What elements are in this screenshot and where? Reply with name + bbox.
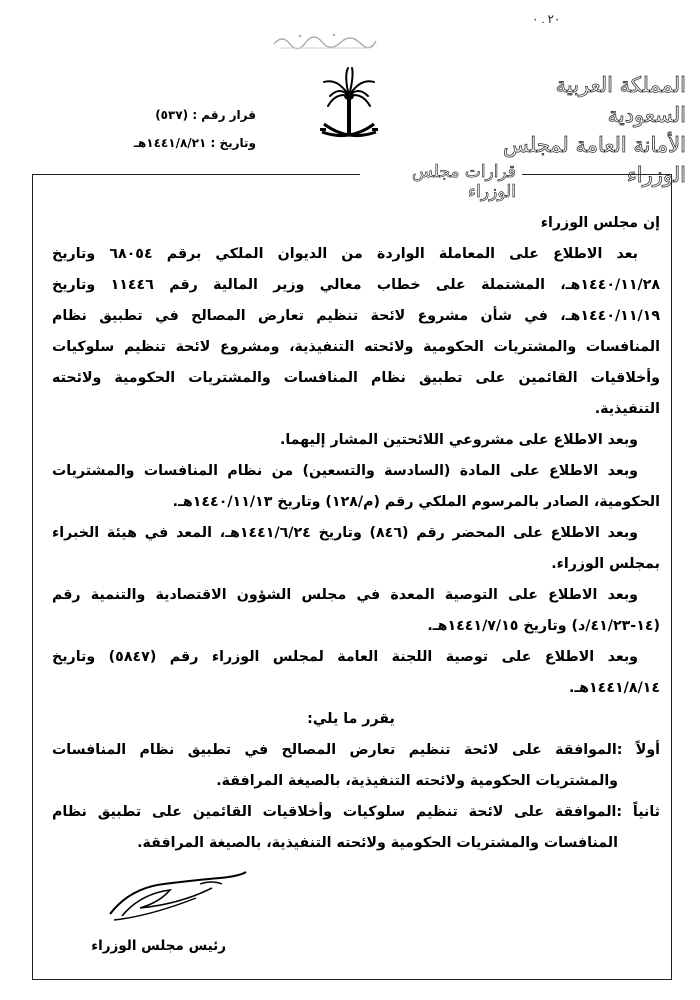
decision-body	[52, 208, 660, 859]
general-secretariat-name: الأمانة العامة لمجلس الوزراء	[502, 133, 686, 187]
page-top-mark: ٢٠ . ٠	[532, 12, 561, 26]
paragraph-3: وبعد الاطلاع على المادة (السادسة والتسعين) من نظام المنافسات والمشتريات الحكومية، الصادر بالمرسوم الملكي رقم (م/١٢٨) وتاريخ ١٤٤٠/١١/١٣هـ.	[52, 463, 660, 510]
council-decisions-label: قرارات مجلس الوزراء	[360, 162, 522, 202]
decision-date: وتاريخ : ١٤٤١/٨/٢١هـ	[133, 136, 256, 150]
issuer-letterhead	[476, 70, 686, 187]
paragraph-5: وبعد الاطلاع على التوصية المعدة في مجلس الشؤون الاقتصادية والتنمية رقم (١٤-٤١/٢٣/د) وتاريخ ١٤٤١/٧/١٥هـ.	[52, 587, 660, 634]
decision-item-1: أولاً :الموافقة على لائحة تنظيم تعارض المصالح في تطبيق نظام المنافسات والمشتريات الحكومية ولائحته التنفيذية، بالصيغة المرافقة.	[52, 742, 660, 789]
saudi-emblem-icon	[318, 66, 380, 150]
signer-title: رئيس مجلس الوزراء	[91, 938, 226, 954]
paragraph-1: بعد الاطلاع على المعاملة الواردة من الديوان الملكي برقم ٦٨٠٥٤ وتاريخ ١٤٤٠/١١/٢٨هـ، المشتملة على خطاب معالي وزير المالية رقم ١١٤٤٦ وتاريخ ١٤٤٠/١١/١٩هـ، في شأن مشروع لائحة تنظيم تعارض المصالح في تطبيق نظام المنافسات والمشتريات الحكومية ولائحته التنفيذية، ومشروع لائحة تنظيم سلوكيات وأخلاقيات القائمين على تطبيق نظام المنافسات والمشتريات الحكومية ولائحته التنفيذية.	[52, 246, 661, 417]
handwritten-signature	[100, 858, 250, 928]
paragraph-4: وبعد الاطلاع على المحضر رقم (٨٤٦) وتاريخ ١٤٤١/٦/٢٤هـ، المعد في هيئة الخبراء بمجلس الوزراء.	[52, 525, 660, 572]
paragraph-6: وبعد الاطلاع على توصية اللجنة العامة لمجلس الوزراء رقم (٥٨٤٧) وتاريخ ١٤٤١/٨/١٤هـ.	[52, 649, 660, 696]
paragraph-2: وبعد الاطلاع على مشروعي اللائحتين المشار إليهما.	[279, 432, 638, 448]
decision-item-2: ثانياً :الموافقة على لائحة تنظيم سلوكيات وأخلاقيات القائمين على تطبيق نظام المنافسات والمشتريات الحكومية ولائحته التنفيذية، بالصيغة المرافقة.	[52, 804, 660, 851]
bismillah-calligraphy	[270, 28, 380, 52]
decides-heading: يقرر ما يلي:	[307, 711, 395, 727]
decision-number: قرار رقم : (٥٣٧)	[155, 108, 256, 122]
greeting: إن مجلس الوزراء	[540, 215, 660, 231]
kingdom-name: المملكة العربية السعودية	[555, 73, 686, 127]
